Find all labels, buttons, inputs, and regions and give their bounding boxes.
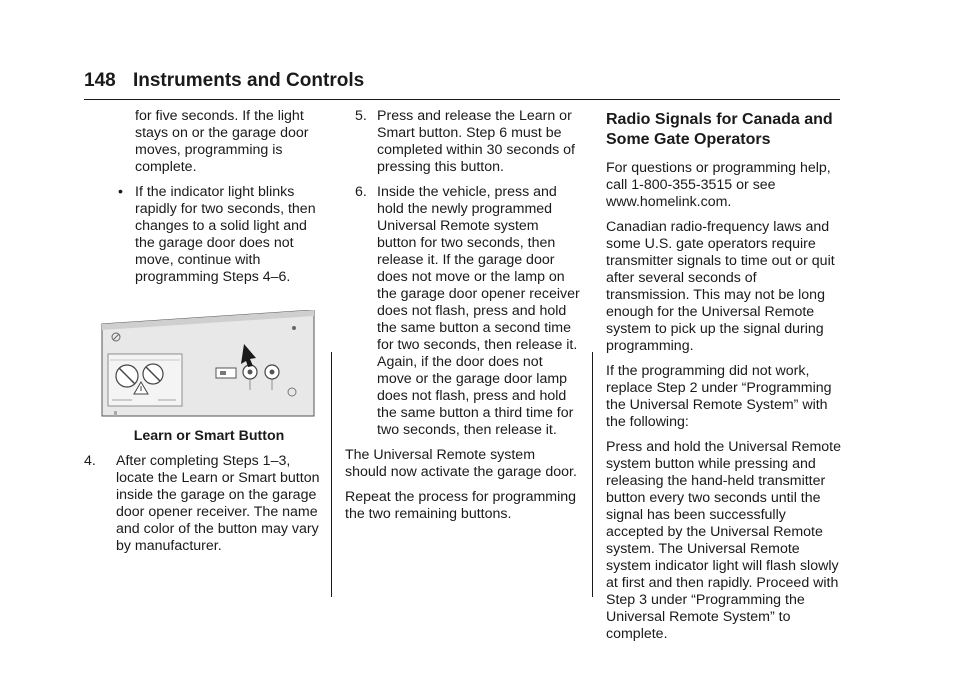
paragraph: If the programming did not work, replace Step 2 under “Programming the Universal Remote System” with the following:: [606, 363, 832, 430]
step-text: After completing Steps 1–3, locate the Learn or Smart button inside the garage on the garage door opener receiver. The name and color of the button may vary by manufacturer.: [116, 453, 320, 554]
column-divider: [331, 352, 332, 597]
column-2: [345, 108, 580, 531]
page-title: Instruments and Controls: [132, 70, 365, 91]
column-1: [84, 108, 324, 563]
column-3: [606, 108, 842, 651]
header-rule: [84, 99, 840, 100]
bullet-item: [84, 184, 324, 286]
page-number: 148: [84, 70, 116, 91]
step-number: 6.: [355, 184, 367, 200]
step-text: Inside the vehicle, press and hold the newly programmed Universal Remote system button for two seconds, then release it. If the garage door does not move or the lamp on the garage door opener receiver does not flash, press and hold the same button a second time for two seconds, then release it. Again, if the door does not move or the garage door lamp does not flash, press and hold the same button a third time for two seconds, then release it.: [377, 184, 580, 438]
bullet-text: If the indicator light blinks rapidly for two seconds, then changes to a solid light and the garage door does not move, continue with programming Steps 4–6.: [135, 184, 316, 285]
paragraph: Press and hold the Universal Remote system button while pressing and releasing the hand-held transmitter button every two seconds until the signal has been successfully accepted by the Universal Remote system. The Universal Remote system indicator light will flash slowly at first and then rapidly. Proceed with Step 3 under “Programming the Universal Remote System” to complete.: [606, 439, 842, 642]
step-4: [84, 453, 324, 555]
paragraph: The Universal Remote system should now activate the garage door.: [345, 447, 577, 480]
continuation-text: for five seconds. If the light stays on or the garage door moves, programming is complete.: [135, 108, 309, 175]
section-heading: Radio Signals for Canada and Some Gate Operators: [606, 111, 833, 148]
paragraph: Canadian radio-frequency laws and some U.S. gate operators require transmitter signals to time out or quit after several seconds of transmission. This may not be long enough for the Universal Remote system to pick up the signal during programming.: [606, 219, 835, 354]
page-header: [84, 70, 364, 92]
column-divider: [592, 352, 593, 597]
bullet-mark: •: [118, 184, 123, 200]
step-number: 4.: [84, 453, 96, 469]
step-text: Press and release the Learn or Smart button. Step 6 must be completed within 30 seconds of pressing this button.: [377, 108, 575, 175]
step-6: [345, 184, 580, 439]
paragraph: For questions or programming help, call 1-800-355-3515 or see www.homelink.com.: [606, 160, 831, 210]
garage-opener-drawing: [96, 310, 326, 428]
step-5: [345, 108, 580, 176]
step-number: 5.: [355, 108, 367, 124]
paragraph: Repeat the process for programming the two remaining buttons.: [345, 489, 577, 522]
figure-caption: Learn or Smart Button: [133, 428, 285, 444]
garage-opener-illustration: [96, 310, 326, 428]
